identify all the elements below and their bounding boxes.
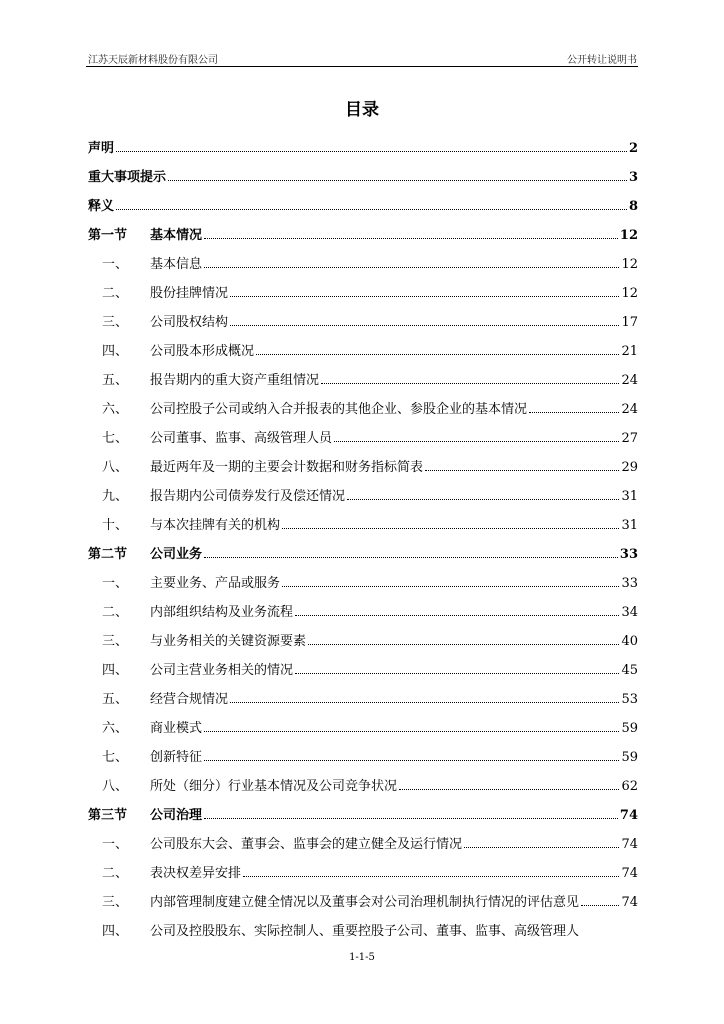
toc-entry-page: 21 bbox=[621, 344, 638, 359]
toc-entry-page: 31 bbox=[621, 489, 638, 504]
toc-entry-page: 74 bbox=[621, 895, 638, 910]
toc-entry-page: 59 bbox=[621, 721, 638, 736]
toc-entry-page: 2 bbox=[628, 141, 638, 156]
header-rule bbox=[86, 66, 638, 67]
toc-dot-leader bbox=[204, 731, 619, 732]
toc-dot-leader bbox=[581, 905, 619, 906]
toc-entry-number: 五、 bbox=[102, 692, 129, 707]
toc-entry-title: 内部管理制度建立健全情况以及董事会对公司治理机制执行情况的评估意见 bbox=[150, 895, 580, 910]
toc-entry-number: 八、 bbox=[102, 460, 129, 475]
toc-dot-leader bbox=[230, 296, 619, 297]
toc-entry-title: 经营合规情况 bbox=[150, 692, 229, 707]
toc-entry-number: 四、 bbox=[102, 344, 129, 359]
toc-dot-leader bbox=[464, 847, 619, 848]
toc-dot-leader bbox=[256, 354, 619, 355]
toc-entry-page: 24 bbox=[621, 402, 638, 417]
toc-entry-page: 74 bbox=[621, 866, 638, 881]
toc-entry[interactable] bbox=[88, 417, 638, 446]
toc-entry[interactable] bbox=[88, 707, 638, 736]
toc-entry-number: 七、 bbox=[102, 750, 129, 765]
toc-entry-title: 报告期内公司债券发行及偿还情况 bbox=[150, 489, 346, 504]
toc-entry[interactable] bbox=[88, 214, 638, 243]
toc-dot-leader bbox=[230, 702, 619, 703]
toc-entry[interactable] bbox=[88, 562, 638, 591]
toc-entry-number: 一、 bbox=[102, 257, 129, 272]
toc-entry-number: 八、 bbox=[102, 779, 129, 794]
toc-entry-title: 释义 bbox=[88, 199, 115, 214]
toc-entry-page: 29 bbox=[621, 460, 638, 475]
toc-entry-number: 第二节 bbox=[88, 547, 128, 562]
toc-entry-title: 报告期内的重大资产重组情况 bbox=[150, 373, 320, 388]
toc-dot-leader bbox=[282, 528, 619, 529]
toc-entry-page: 12 bbox=[621, 286, 638, 301]
toc-entry[interactable] bbox=[88, 794, 638, 823]
toc-entry-title: 公司股东大会、董事会、监事会的建立健全及运行情况 bbox=[150, 837, 463, 852]
toc-entry-title: 公司控股子公司或纳入合并报表的其他企业、参股企业的基本情况 bbox=[150, 402, 528, 417]
header-doc-title: 公开转让说明书 bbox=[567, 55, 637, 66]
toc-entry-title: 公司主营业务相关的情况 bbox=[150, 663, 294, 678]
toc-entry-number: 九、 bbox=[102, 489, 129, 504]
toc-entry[interactable] bbox=[88, 591, 638, 620]
toc-dot-leader bbox=[425, 470, 619, 471]
toc-entry-page: 33 bbox=[621, 576, 638, 591]
toc-entry-number: 四、 bbox=[102, 924, 129, 939]
toc-dot-leader bbox=[116, 151, 627, 152]
toc-entry-page: 12 bbox=[619, 228, 638, 243]
toc-entry-title: 声明 bbox=[88, 141, 115, 156]
toc-entry-title: 公司股权结构 bbox=[150, 315, 229, 330]
toc-entry-number: 五、 bbox=[102, 373, 129, 388]
toc-dot-leader bbox=[321, 383, 619, 384]
toc-dot-leader bbox=[399, 789, 619, 790]
toc-dot-leader bbox=[204, 557, 618, 558]
toc-entry-page: 27 bbox=[621, 431, 638, 446]
toc-entry-page: 33 bbox=[619, 547, 638, 562]
toc-entry-title: 公司治理 bbox=[150, 808, 203, 823]
toc-entry-number: 三、 bbox=[102, 315, 129, 330]
toc-entry-number: 第一节 bbox=[88, 228, 128, 243]
toc-entry-page: 24 bbox=[621, 373, 638, 388]
page-title: 目录 bbox=[345, 100, 379, 120]
toc-entry[interactable] bbox=[88, 620, 638, 649]
toc-entry[interactable] bbox=[88, 736, 638, 765]
toc-entry-title: 内部组织结构及业务流程 bbox=[150, 605, 294, 620]
toc-entry[interactable] bbox=[88, 475, 638, 504]
toc-dot-leader bbox=[282, 586, 619, 587]
page-number: 1-1-5 bbox=[349, 952, 375, 963]
toc-entry[interactable] bbox=[88, 823, 638, 852]
toc-dot-leader bbox=[243, 876, 619, 877]
toc-entry-page: 59 bbox=[621, 750, 638, 765]
toc-entry[interactable] bbox=[88, 388, 638, 417]
toc-dot-leader bbox=[230, 325, 619, 326]
toc-entry-title: 重大事项提示 bbox=[88, 170, 167, 185]
toc-entry[interactable] bbox=[88, 678, 638, 707]
toc-entry-number: 六、 bbox=[102, 721, 129, 736]
toc-entry-title: 公司及控股股东、实际控制人、重要控股子公司、董事、监事、高级管理人 bbox=[150, 924, 580, 939]
toc-entry-title: 与业务相关的关键资源要素 bbox=[150, 634, 307, 649]
toc-entry-title: 基本情况 bbox=[150, 228, 203, 243]
toc-dot-leader bbox=[168, 180, 627, 181]
toc-dot-leader bbox=[116, 209, 627, 210]
toc-entry-page: 31 bbox=[621, 518, 638, 533]
toc-entry-title: 表决权差异安排 bbox=[150, 866, 242, 881]
toc-entry[interactable] bbox=[88, 446, 638, 475]
toc-entry-page: 17 bbox=[621, 315, 638, 330]
toc-dot-leader bbox=[308, 644, 619, 645]
toc-entry-page: 53 bbox=[621, 692, 638, 707]
page-header bbox=[88, 51, 637, 67]
toc-entry-number: 十、 bbox=[102, 518, 129, 533]
table-of-contents bbox=[88, 127, 638, 939]
toc-dot-leader bbox=[204, 238, 618, 239]
toc-entry-number: 二、 bbox=[102, 866, 129, 881]
toc-entry-title: 主要业务、产品或服务 bbox=[150, 576, 281, 591]
toc-dot-leader bbox=[334, 441, 619, 442]
toc-entry-number: 四、 bbox=[102, 663, 129, 678]
toc-dot-leader bbox=[204, 267, 619, 268]
toc-entry-title: 公司业务 bbox=[150, 547, 203, 562]
toc-entry-title: 所处（细分）行业基本情况及公司竞争状况 bbox=[150, 779, 398, 794]
toc-entry-number: 三、 bbox=[102, 634, 129, 649]
toc-dot-leader bbox=[347, 499, 619, 500]
toc-dot-leader bbox=[204, 818, 618, 819]
toc-entry-number: 六、 bbox=[102, 402, 129, 417]
toc-entry[interactable] bbox=[88, 649, 638, 678]
toc-entry[interactable] bbox=[88, 243, 638, 272]
toc-entry[interactable] bbox=[88, 301, 638, 330]
toc-entry-title: 公司股本形成概况 bbox=[150, 344, 255, 359]
toc-entry-number: 三、 bbox=[102, 895, 129, 910]
toc-entry-page: 8 bbox=[628, 199, 638, 214]
toc-entry[interactable] bbox=[88, 765, 638, 794]
toc-entry-page: 12 bbox=[621, 257, 638, 272]
toc-entry[interactable] bbox=[88, 359, 638, 388]
toc-entry-title: 创新特征 bbox=[150, 750, 203, 765]
toc-entry[interactable] bbox=[88, 533, 638, 562]
toc-entry-page: 40 bbox=[621, 634, 638, 649]
toc-entry[interactable] bbox=[88, 272, 638, 301]
toc-entry-page: 74 bbox=[621, 837, 638, 852]
toc-entry-number: 第三节 bbox=[88, 808, 128, 823]
toc-entry-title: 基本信息 bbox=[150, 257, 203, 272]
toc-entry-page: 34 bbox=[621, 605, 638, 620]
toc-entry-title: 与本次挂牌有关的机构 bbox=[150, 518, 281, 533]
toc-dot-leader bbox=[204, 760, 619, 761]
toc-dot-leader bbox=[295, 615, 619, 616]
toc-entry[interactable] bbox=[88, 910, 638, 939]
toc-entry[interactable] bbox=[88, 330, 638, 359]
toc-entry-number: 一、 bbox=[102, 576, 129, 591]
toc-dot-leader bbox=[529, 412, 619, 413]
toc-entry-page: 62 bbox=[621, 779, 638, 794]
toc-dot-leader bbox=[295, 673, 619, 674]
toc-entry-number: 一、 bbox=[102, 837, 129, 852]
toc-entry-title: 最近两年及一期的主要会计数据和财务指标简表 bbox=[150, 460, 424, 475]
toc-entry[interactable] bbox=[88, 504, 638, 533]
toc-entry-number: 二、 bbox=[102, 286, 129, 301]
toc-entry-title: 股份挂牌情况 bbox=[150, 286, 229, 301]
toc-entry[interactable] bbox=[88, 156, 638, 185]
toc-entry-number: 二、 bbox=[102, 605, 129, 620]
toc-entry-title: 商业模式 bbox=[150, 721, 203, 736]
toc-entry-page: 74 bbox=[619, 808, 638, 823]
toc-entry-page: 3 bbox=[628, 170, 638, 185]
toc-entry[interactable] bbox=[88, 881, 638, 910]
toc-entry[interactable] bbox=[88, 852, 638, 881]
toc-entry-page: 45 bbox=[621, 663, 638, 678]
toc-entry[interactable] bbox=[88, 185, 638, 214]
toc-entry-number: 七、 bbox=[102, 431, 129, 446]
header-company: 江苏天辰新材料股份有限公司 bbox=[88, 55, 218, 66]
toc-entry[interactable] bbox=[88, 127, 638, 156]
toc-entry-title: 公司董事、监事、高级管理人员 bbox=[150, 431, 333, 446]
